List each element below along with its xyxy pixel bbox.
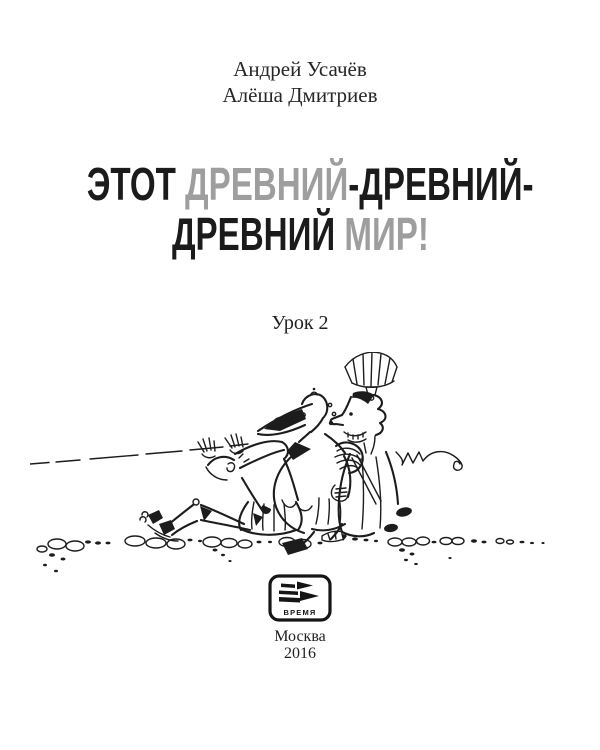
authors-block — [0, 56, 600, 108]
crown — [345, 352, 397, 400]
imprint-city: Москва — [274, 628, 326, 645]
title-seg-4: ДРЕВНИЙ — [171, 208, 344, 260]
imprint-block — [0, 628, 600, 662]
title-page-illustration — [30, 352, 570, 578]
subtitle-lesson: Урок 2 — [271, 312, 329, 334]
title-line-1 — [0, 159, 600, 209]
title-seg-5: МИР! — [343, 208, 429, 260]
pulled-man — [140, 434, 302, 541]
title-seg-2: ДРЕВНИЙ — [185, 158, 349, 210]
curly-tail — [396, 452, 462, 471]
sweat-drops — [328, 403, 335, 424]
title-seg-3: -ДРЕВНИЙ- — [348, 158, 534, 210]
publisher-logo-text: ВРЕМЯ — [283, 608, 317, 617]
crowned-king — [331, 352, 463, 536]
title-line-2 — [0, 209, 600, 259]
author-name-1: Андрей Усачёв — [233, 57, 367, 81]
author-name-2: Алёша Дмитриев — [222, 83, 378, 107]
title-seg-1: ЭТОТ — [86, 158, 186, 210]
publisher-logo — [268, 574, 332, 622]
book-title — [0, 159, 600, 259]
bird-headed-man — [258, 388, 350, 555]
imprint-year: 2016 — [284, 645, 316, 662]
